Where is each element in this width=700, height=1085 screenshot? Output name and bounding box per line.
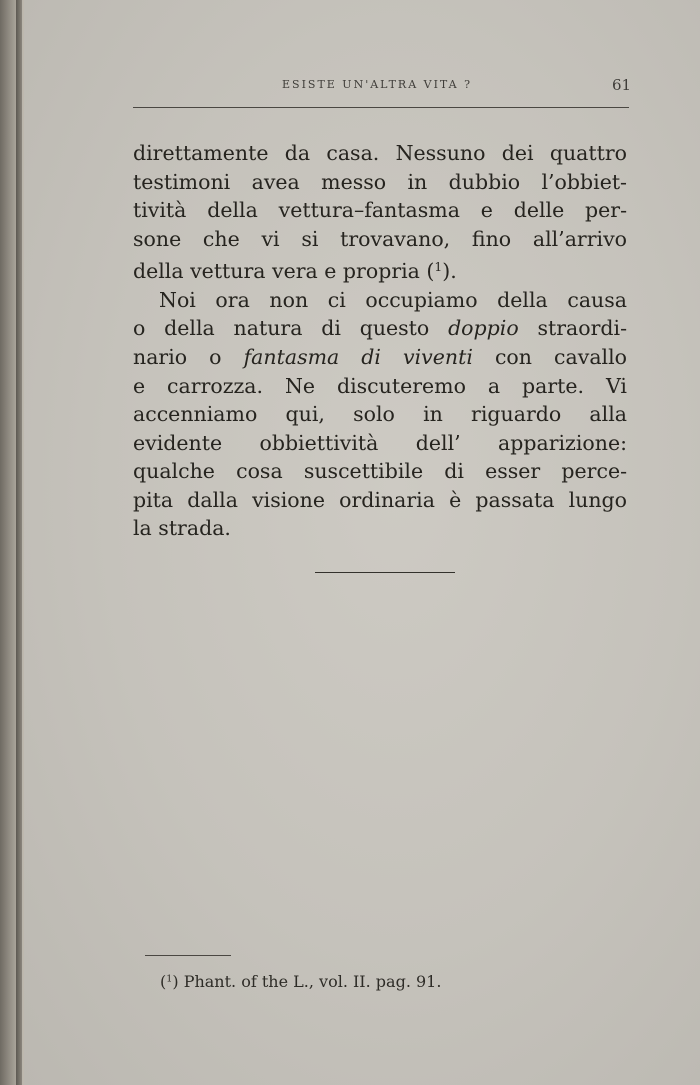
text-segment: o della natura di questo bbox=[133, 316, 449, 341]
text-segment: straordi- bbox=[518, 316, 627, 341]
book-gutter bbox=[16, 0, 22, 1085]
text-segment: con cavallo bbox=[472, 344, 627, 369]
page-number: 61 bbox=[612, 76, 632, 94]
text-line: qualche cosa suscettibile di esser perce- bbox=[133, 459, 627, 484]
text-line: pita dalla visione ordinaria è passata lungo bbox=[133, 487, 627, 512]
text-line: evidente obbiettività dell’ apparizione: bbox=[133, 430, 627, 455]
section-divider bbox=[315, 572, 455, 573]
text-line: tività della vettura–fantasma e delle per- bbox=[133, 198, 627, 223]
footnote-text: Phant. of the L., vol. II. pag. 91. bbox=[178, 972, 442, 991]
text-segment: ). bbox=[442, 259, 457, 284]
text-line: sone che vi si trovavano, fino all’arrivo bbox=[133, 226, 627, 251]
paragraph-2 bbox=[133, 286, 627, 543]
text-line: Noi ora non ci occupiamo della causa bbox=[159, 287, 627, 312]
running-head: ESISTE UN'ALTRA VITA ? bbox=[282, 78, 473, 91]
text-line: la strada. bbox=[133, 516, 231, 541]
text-segment: nario o bbox=[133, 344, 244, 369]
header-rule bbox=[133, 107, 629, 108]
text-line bbox=[133, 314, 627, 343]
footnote-rule bbox=[145, 955, 231, 956]
italic-term: fantasma di viventi bbox=[243, 344, 473, 369]
footnote-marker: 1 bbox=[166, 973, 173, 985]
text-line: direttamente da casa. Nessuno dei quattro bbox=[133, 141, 627, 165]
text-line: e carrozza. Ne discuteremo a parte. Vi bbox=[133, 373, 627, 398]
text-segment: della vettura vera e propria ( bbox=[133, 259, 435, 284]
text-line bbox=[133, 343, 627, 372]
text-line: accenniamo qui, solo in riguardo alla bbox=[133, 402, 627, 427]
footnote: ($^1$) Phant. of the L., vol. II. pag. 91. bbox=[160, 972, 442, 991]
text-line: testimoni avea messo in dubbio l’obbiet- bbox=[133, 169, 627, 194]
italic-term: doppio bbox=[448, 316, 519, 341]
footnote-reference: 1 bbox=[434, 260, 443, 275]
body-text bbox=[133, 139, 627, 543]
paragraph-1 bbox=[133, 139, 627, 286]
text-line bbox=[133, 253, 627, 285]
